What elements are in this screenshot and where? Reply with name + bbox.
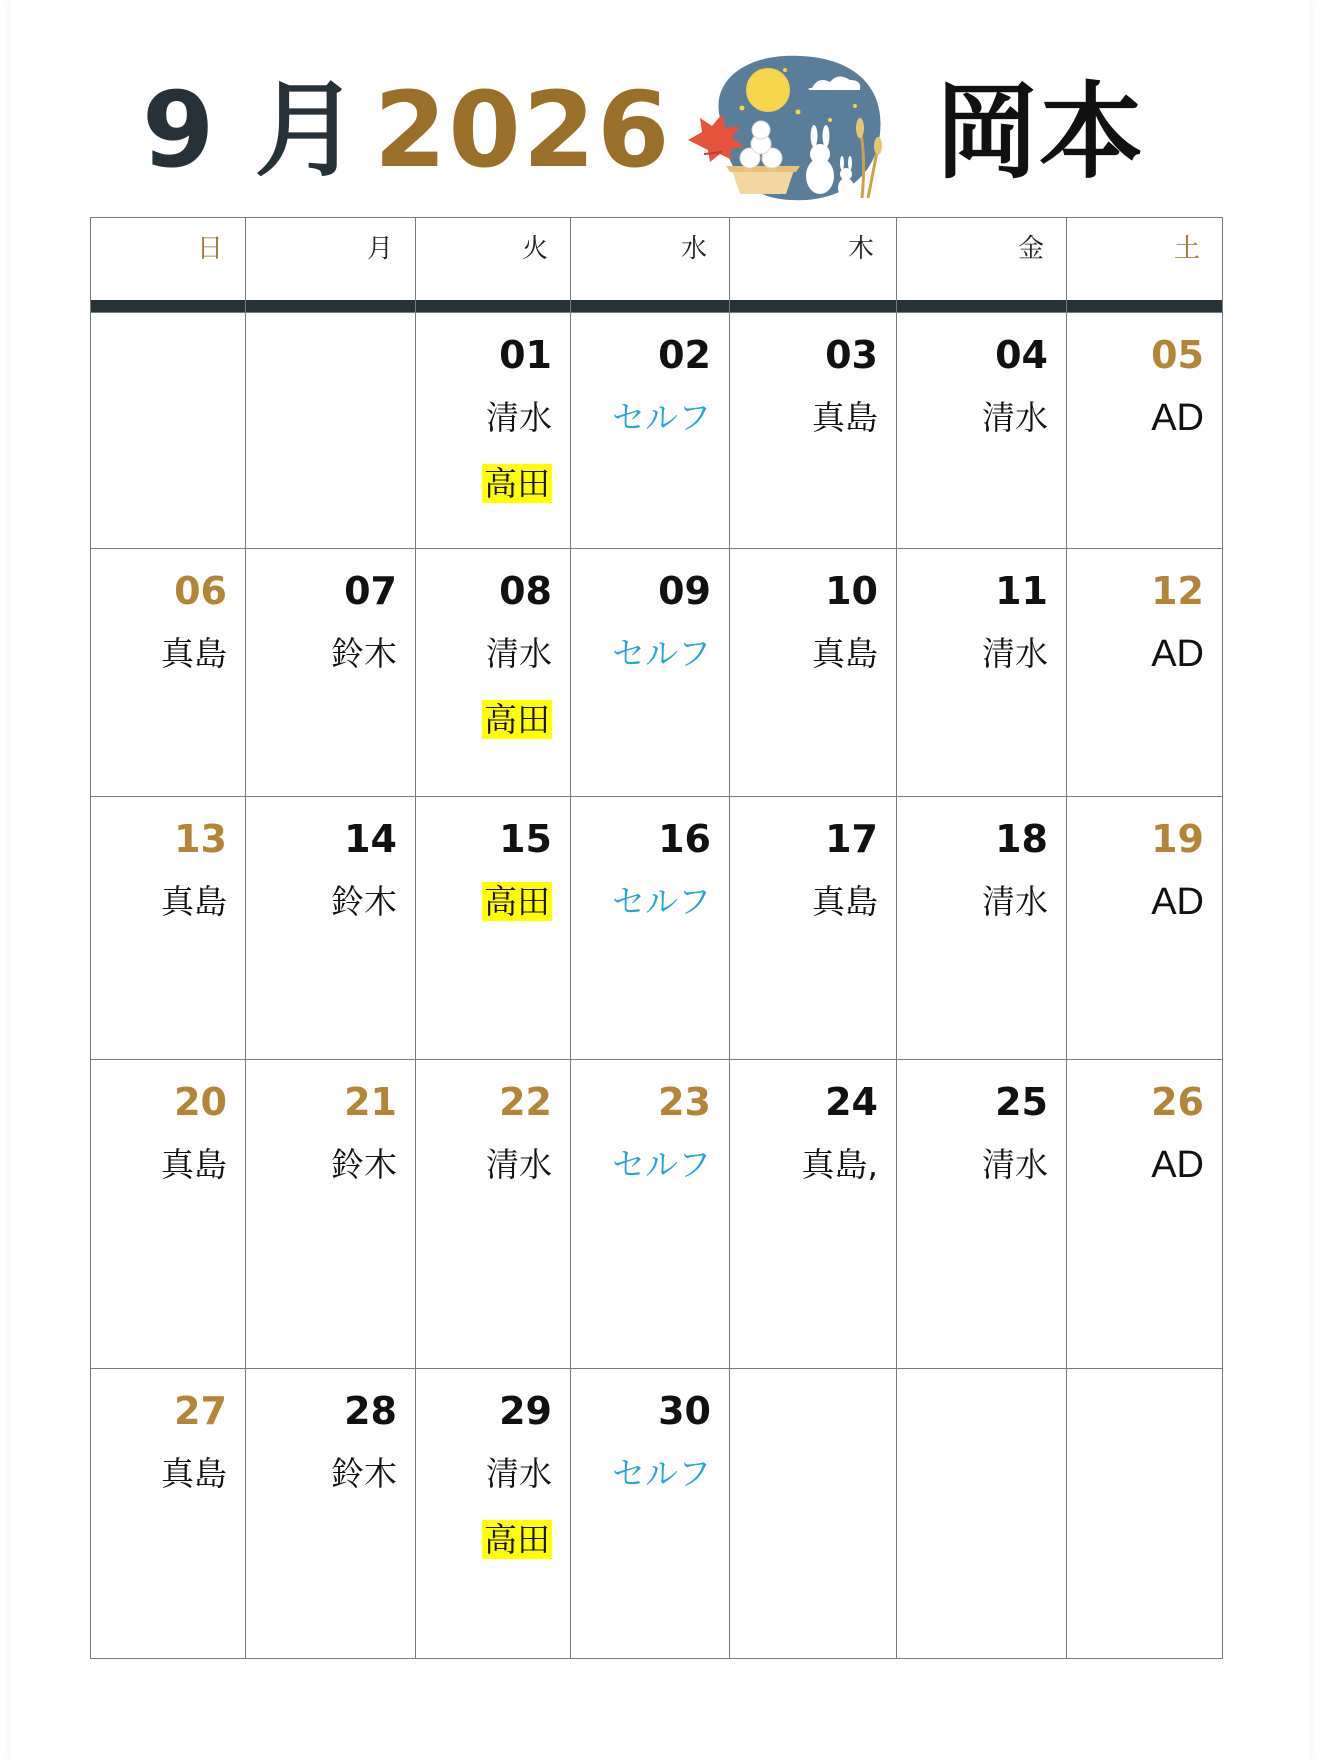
day-cell: [571, 1060, 730, 1369]
highlighted-entry-text: 高田: [484, 882, 550, 921]
day-cell: [1067, 549, 1223, 797]
schedule-entry: [91, 877, 227, 927]
tsukimi-moon-rabbit-illustration-icon: [680, 48, 900, 208]
entry-text: 清水: [486, 1145, 552, 1184]
weekday-friday: 金: [897, 218, 1067, 301]
entry-text: セルフ: [612, 634, 711, 673]
day-number: 29: [499, 1389, 552, 1433]
day-number: 01: [499, 333, 552, 377]
day-cell: [571, 797, 730, 1060]
schedule-entry: [91, 1449, 227, 1499]
calendar-grid: [90, 217, 1223, 1659]
entry-text: 真島: [161, 882, 227, 921]
entry-text: セルフ: [612, 882, 711, 921]
day-number: 03: [825, 333, 878, 377]
month-calendar: [90, 217, 1222, 1653]
schedule-entry: [91, 629, 227, 679]
week-row: [91, 1369, 1223, 1659]
entry-text: 鈴木: [331, 882, 397, 921]
empty-day-cell: [730, 1369, 897, 1659]
schedule-entry: [246, 1449, 397, 1499]
entry-text: 真島,: [801, 1145, 878, 1184]
entry-text: 鈴木: [331, 1145, 397, 1184]
day-number: 06: [174, 569, 227, 613]
schedule-entry: [730, 1140, 878, 1190]
day-cell: [91, 797, 246, 1060]
day-cell: [246, 1369, 416, 1659]
schedule-entry: [897, 629, 1048, 679]
week-row: [91, 549, 1223, 797]
week-row: [91, 797, 1223, 1060]
day-number: 22: [499, 1080, 552, 1124]
day-cell: [246, 1060, 416, 1369]
day-cell: [730, 797, 897, 1060]
entry-text: 清水: [486, 398, 552, 437]
schedule-entry: [416, 459, 552, 509]
entry-text: 真島: [812, 398, 878, 437]
day-cell: [416, 1060, 571, 1369]
empty-day-cell: [1067, 1369, 1223, 1659]
empty-day-cell: [246, 313, 416, 549]
entry-text: 清水: [982, 882, 1048, 921]
entry-text: 清水: [982, 634, 1048, 673]
day-number: 14: [344, 817, 397, 861]
title-year: 2026: [374, 69, 672, 191]
day-number: 18: [995, 817, 1048, 861]
day-number: 17: [825, 817, 878, 861]
schedule-entry: [571, 1140, 711, 1190]
entry-text: 清水: [982, 398, 1048, 437]
entry-text: 真島: [812, 634, 878, 673]
day-cell: [416, 313, 571, 549]
day-cell: [91, 1060, 246, 1369]
highlighted-entry-text: 高田: [484, 1520, 550, 1559]
day-number: 28: [344, 1389, 397, 1433]
calendar-header: [0, 0, 1320, 215]
entry-text: 真島: [812, 882, 878, 921]
entry-text: 清水: [486, 634, 552, 673]
day-number: 20: [174, 1080, 227, 1124]
empty-day-cell: [897, 1369, 1067, 1659]
entry-text: セルフ: [612, 398, 711, 437]
schedule-entry: [416, 1449, 552, 1499]
entry-text: セルフ: [612, 1145, 711, 1184]
day-number: 05: [1151, 333, 1204, 377]
day-cell: [897, 1060, 1067, 1369]
day-cell: [730, 313, 897, 549]
schedule-entry: [1067, 877, 1204, 927]
highlighted-entry-text: 高田: [484, 700, 550, 739]
day-cell: [1067, 797, 1223, 1060]
entry-text: 真島: [161, 634, 227, 673]
entry-text: 鈴木: [331, 634, 397, 673]
schedule-entry: [416, 629, 552, 679]
day-cell: [897, 313, 1067, 549]
entry-text: 真島: [161, 1454, 227, 1493]
day-cell: [416, 797, 571, 1060]
schedule-entry: [571, 629, 711, 679]
day-cell: [246, 549, 416, 797]
weekday-thursday: 木: [730, 218, 897, 301]
entry-text: セルフ: [612, 1454, 711, 1493]
day-number: 15: [499, 817, 552, 861]
schedule-entry: [730, 877, 878, 927]
entry-text: 鈴木: [331, 1454, 397, 1493]
schedule-entry: [897, 877, 1048, 927]
schedule-entry: [416, 1140, 552, 1190]
day-cell: [897, 549, 1067, 797]
schedule-entry: [730, 393, 878, 443]
weekday-tuesday: 火: [416, 218, 571, 301]
day-cell: [730, 1060, 897, 1369]
day-number: 19: [1151, 817, 1204, 861]
day-cell: [1067, 1060, 1223, 1369]
day-cell: [416, 1369, 571, 1659]
schedule-entry: [91, 1140, 227, 1190]
day-cell: [1067, 313, 1223, 549]
day-number: 26: [1151, 1080, 1204, 1124]
weekday-sunday: 日: [91, 218, 246, 301]
highlighted-entry-text: 高田: [484, 464, 550, 503]
schedule-entry: [571, 393, 711, 443]
day-number: 09: [658, 569, 711, 613]
header-divider-bar: [91, 300, 1223, 313]
day-cell: [91, 1369, 246, 1659]
schedule-entry: [246, 629, 397, 679]
day-number: 23: [658, 1080, 711, 1124]
day-number: 08: [499, 569, 552, 613]
day-number: 21: [344, 1080, 397, 1124]
schedule-entry: [416, 1515, 552, 1565]
schedule-entry: [416, 695, 552, 745]
day-number: 30: [658, 1389, 711, 1433]
weekday-saturday: 土: [1067, 218, 1223, 301]
calendar-body: [91, 313, 1223, 1659]
week-row: [91, 313, 1223, 549]
entry-text: 清水: [486, 1454, 552, 1493]
schedule-entry: [571, 877, 711, 927]
schedule-entry: [246, 1140, 397, 1190]
day-number: 12: [1151, 569, 1204, 613]
schedule-entry: [246, 877, 397, 927]
day-cell: [897, 797, 1067, 1060]
empty-day-cell: [91, 313, 246, 549]
schedule-entry: [730, 629, 878, 679]
weekday-wednesday: 水: [571, 218, 730, 301]
day-cell: [416, 549, 571, 797]
schedule-entry: [416, 393, 552, 443]
day-number: 04: [995, 333, 1048, 377]
schedule-entry: [897, 1140, 1048, 1190]
day-number: 25: [995, 1080, 1048, 1124]
day-number: 13: [174, 817, 227, 861]
entry-text: 真島: [161, 1145, 227, 1184]
weekday-monday: 月: [246, 218, 416, 301]
day-cell: [571, 1369, 730, 1659]
schedule-entry: [571, 1449, 711, 1499]
title-month: 9 月: [142, 69, 361, 191]
day-number: 11: [995, 569, 1048, 613]
day-cell: [571, 549, 730, 797]
entry-text: AD: [1151, 881, 1204, 923]
schedule-entry: [1067, 393, 1204, 443]
day-number: 24: [825, 1080, 878, 1124]
day-number: 07: [344, 569, 397, 613]
day-number: 02: [658, 333, 711, 377]
entry-text: 清水: [982, 1145, 1048, 1184]
entry-text: AD: [1151, 633, 1204, 675]
day-number: 10: [825, 569, 878, 613]
day-cell: [571, 313, 730, 549]
entry-text: AD: [1151, 1144, 1204, 1186]
day-number: 27: [174, 1389, 227, 1433]
schedule-entry: [897, 393, 1048, 443]
week-row: [91, 1060, 1223, 1369]
day-cell: [730, 549, 897, 797]
schedule-entry: [416, 877, 552, 927]
weekday-header-row: [91, 218, 1223, 301]
calendar-owner-name: 岡本: [935, 71, 1144, 193]
day-cell: [246, 797, 416, 1060]
schedule-entry: [1067, 1140, 1204, 1190]
day-cell: [91, 549, 246, 797]
day-number: 16: [658, 817, 711, 861]
schedule-entry: [1067, 629, 1204, 679]
entry-text: AD: [1151, 397, 1204, 439]
